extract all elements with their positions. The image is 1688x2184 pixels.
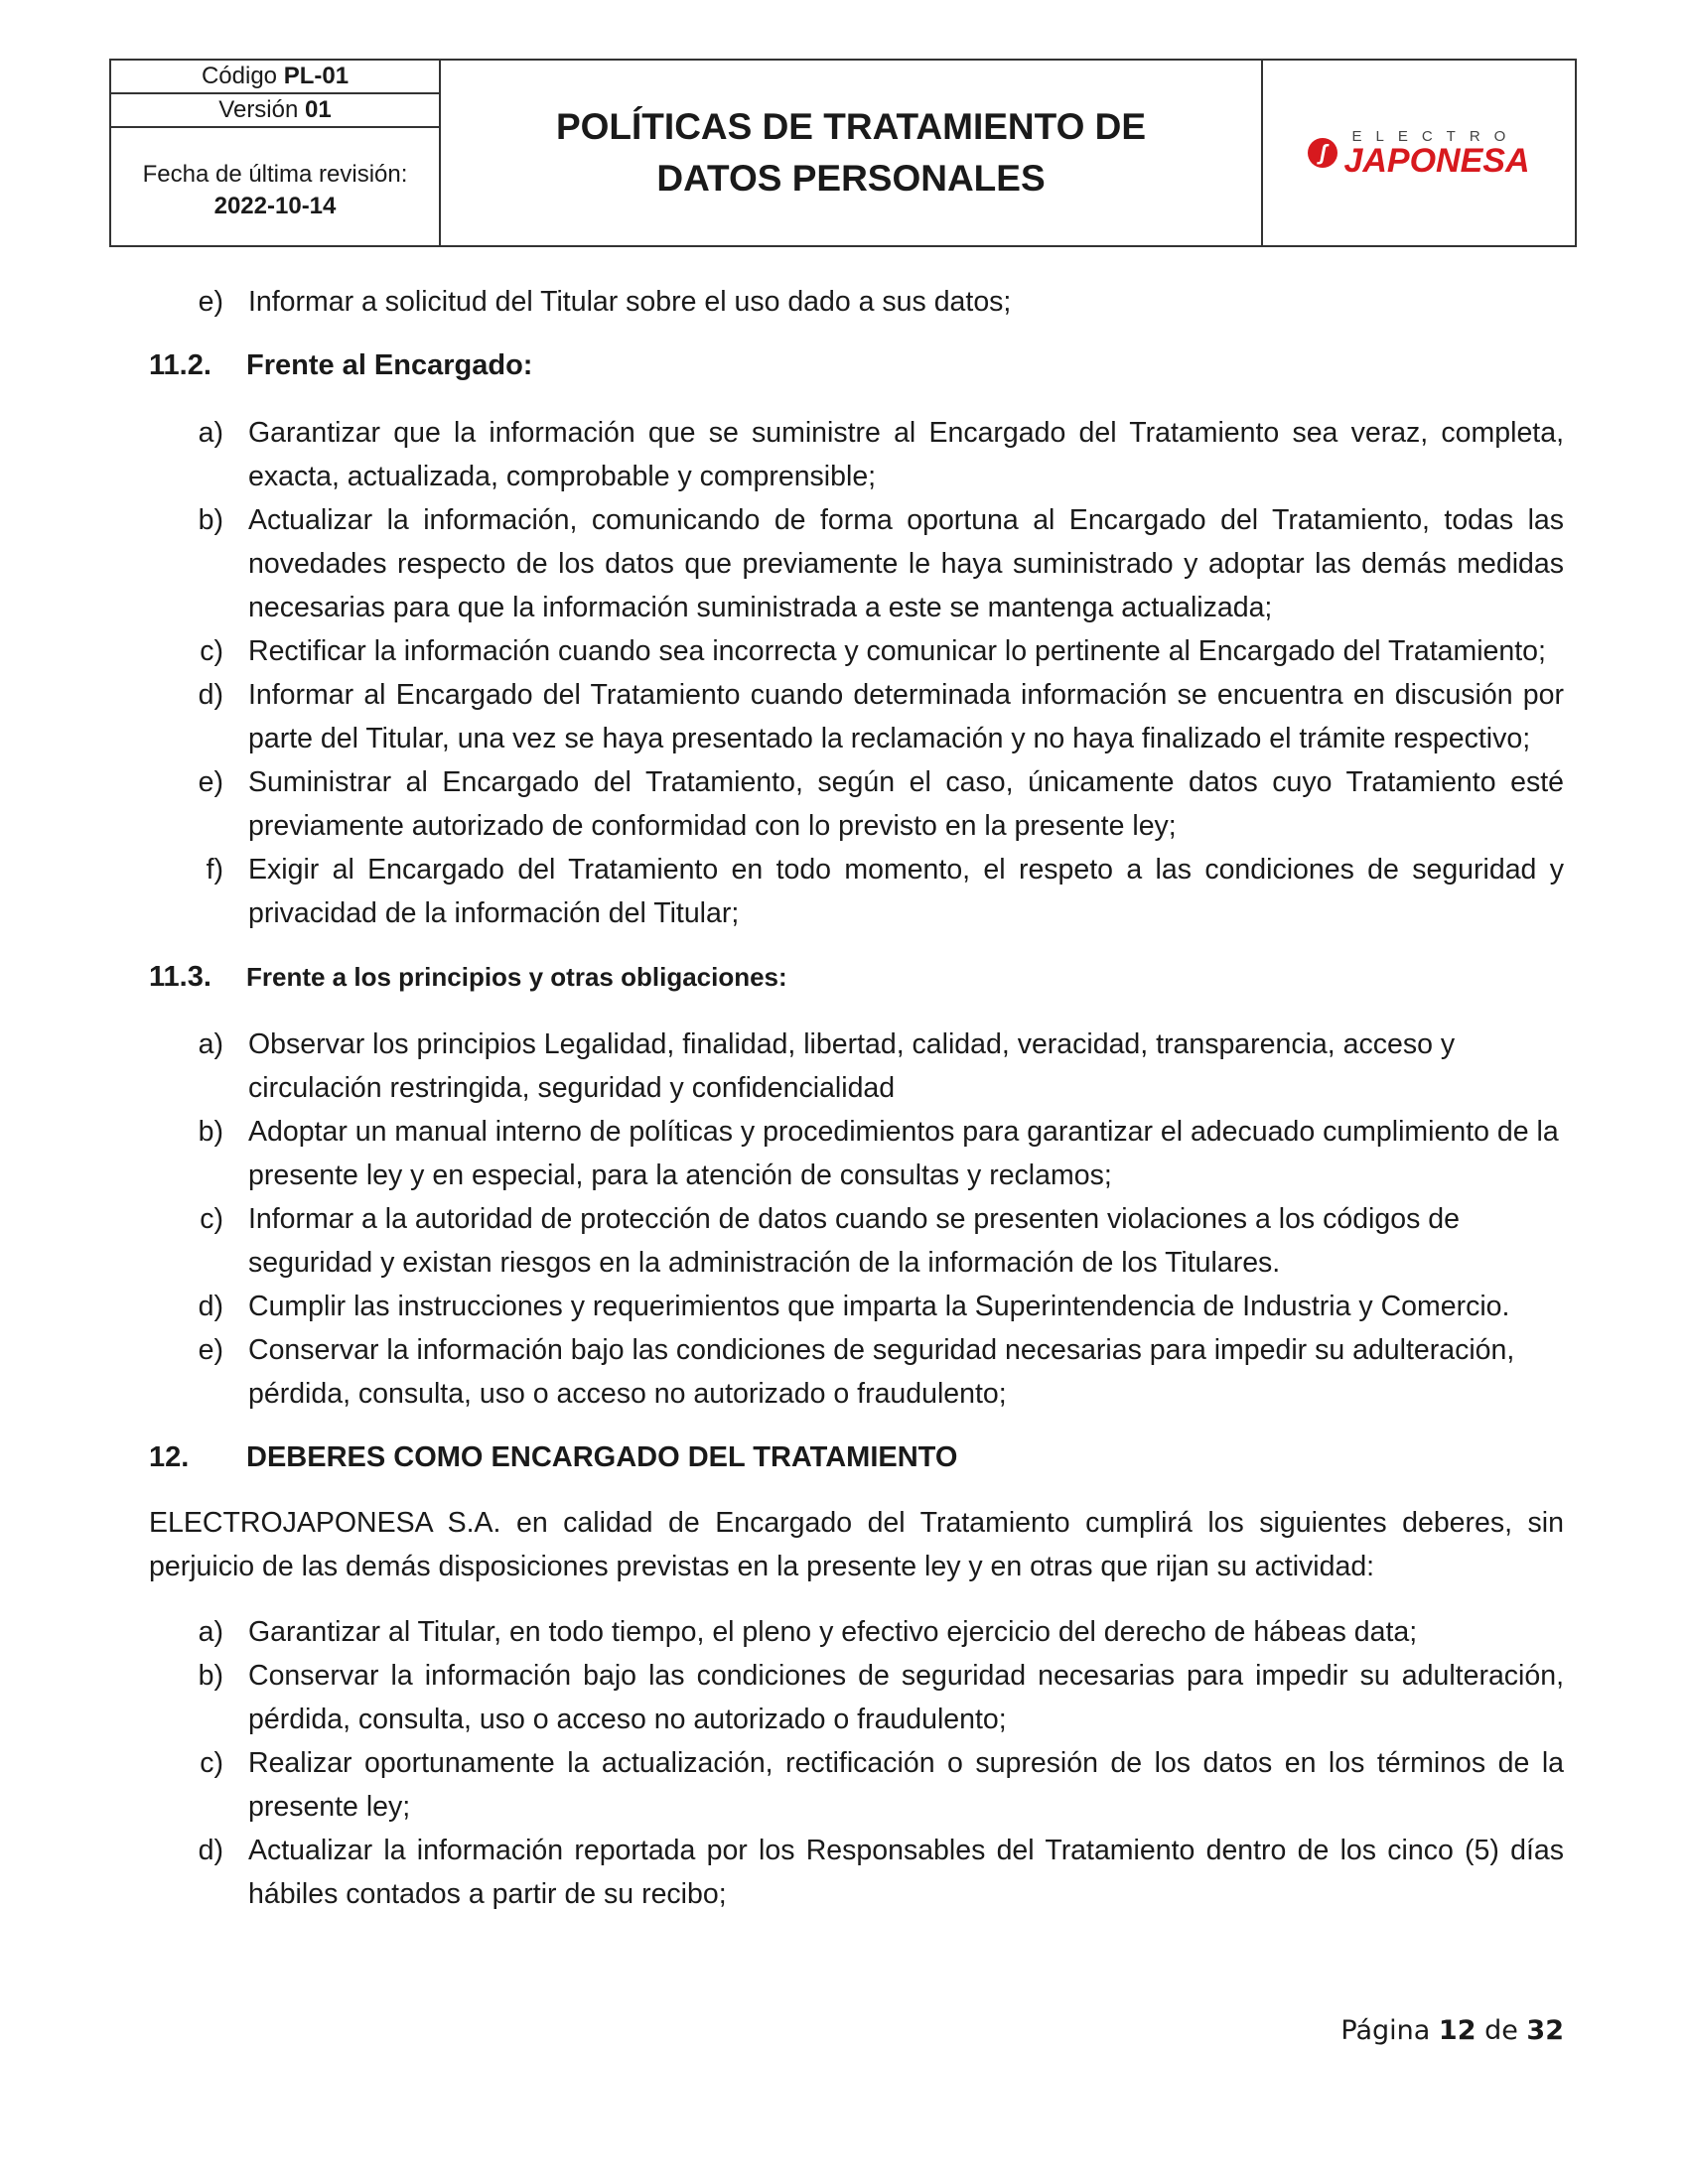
list-item <box>149 498 1564 629</box>
codigo-row <box>111 61 439 94</box>
total-pages: 32 <box>1526 2015 1564 2046</box>
list-item <box>149 760 1564 848</box>
list-item <box>149 848 1564 935</box>
item-text: Conservar la información bajo las condiciones de seguridad necesarias para impedir su adulteración, pérdida, consulta, uso o acceso no autorizado o fraudulento; <box>248 1334 1515 1410</box>
section-number: 11.3. <box>149 961 211 993</box>
section-title: Frente a los principios y otras obligaciones: <box>246 962 787 992</box>
list-item <box>149 673 1564 760</box>
version-label: Versión <box>218 96 299 123</box>
list-item <box>149 1023 1564 1110</box>
of-label: de <box>1484 2015 1518 2046</box>
section-11-2-list <box>149 411 1564 935</box>
item-text: Realizar oportunamente la actualización, rectificación o supresión de los datos en los términos de la presente ley; <box>248 1747 1564 1823</box>
header-logo-cell <box>1263 61 1575 245</box>
section-title: Frente al Encargado: <box>246 349 533 381</box>
section-heading-11-3 <box>149 955 1564 999</box>
section-title: DEBERES COMO ENCARGADO DEL TRATAMIENTO <box>246 1441 958 1473</box>
header-title-cell <box>441 61 1263 245</box>
item-marker: b) <box>198 1116 223 1148</box>
item-text: Exigir al Encargado del Tratamiento en todo momento, el respeto a las condiciones de seguridad y privacidad de la información del Titular; <box>248 854 1564 929</box>
item-text: Suministrar al Encargado del Tratamiento, según el caso, únicamente datos cuyo Tratamiento esté previamente autorizado de conformidad con lo previsto en la presente ley; <box>248 766 1564 842</box>
section-heading-12 <box>149 1435 1564 1479</box>
item-marker: a) <box>198 1028 223 1060</box>
logo-top-text: ELECTRO <box>1351 127 1520 145</box>
item-marker: d) <box>198 679 223 711</box>
item-marker: c) <box>200 1203 223 1235</box>
item-text: Rectificar la información cuando sea incorrecta y comunicar lo pertinente al Encargado del Tratamiento; <box>248 635 1546 667</box>
list-item <box>149 1285 1564 1328</box>
list-item <box>149 1829 1564 1916</box>
item-marker: e) <box>198 286 223 318</box>
fecha-row <box>111 128 439 245</box>
item-text: Actualizar la información reportada por los Responsables del Tratamiento dentro de los cinco (5) días hábiles contados a partir de su recibo; <box>248 1835 1564 1910</box>
item-marker: d) <box>198 1835 223 1866</box>
item-marker: b) <box>198 504 223 536</box>
version-row <box>111 94 439 128</box>
logo-mark-icon: ʃ <box>1308 138 1337 168</box>
list-item <box>149 1610 1564 1654</box>
version-value: 01 <box>305 96 332 123</box>
logo-main-text: JAPONESA <box>1343 141 1530 180</box>
item-text: Cumplir las instrucciones y requerimientos que imparta la Superintendencia de Industria y Comercio. <box>248 1291 1510 1322</box>
item-marker: a) <box>198 417 223 449</box>
document-body <box>149 280 1564 1916</box>
item-text: Observar los principios Legalidad, finalidad, libertad, calidad, veracidad, transparencia, acceso y circulación restringida, seguridad y confidencialidad <box>248 1028 1456 1104</box>
item-marker: b) <box>198 1660 223 1692</box>
header-meta <box>111 61 441 245</box>
fecha-label: Fecha de última revisión: <box>142 161 408 188</box>
item-marker: e) <box>198 1334 223 1366</box>
list-item <box>149 280 1564 324</box>
section-number: 12. <box>149 1441 190 1473</box>
codigo-value: PL-01 <box>283 63 350 89</box>
list-item <box>149 411 1564 498</box>
item-marker: c) <box>200 635 223 667</box>
section-11-3-list <box>149 1023 1564 1416</box>
item-text: Actualizar la información, comunicando de forma oportuna al Encargado del Tratamiento, todas las novedades respecto de los datos que previamente le haya suministrado y adoptar las demás medidas necesarias para que la información suministrada a este se mantenga actualizada; <box>248 504 1564 623</box>
item-marker: e) <box>198 766 223 798</box>
fecha-value: 2022-10-14 <box>213 193 337 219</box>
list-item <box>149 1110 1564 1197</box>
section-12-intro: ELECTROJAPONESA S.A. en calidad de Encargado del Tratamiento cumplirá los siguientes deberes, sin perjuicio de las demás disposiciones previstas en la presente ley y en otras que rijan su actividad: <box>149 1507 1564 1582</box>
item-text: Garantizar al Titular, en todo tiempo, el pleno y efectivo ejercicio del derecho de hábeas data; <box>248 1616 1418 1648</box>
item-marker: a) <box>198 1616 223 1648</box>
codigo-label: Código <box>201 63 278 89</box>
page-number: 12 <box>1438 2015 1477 2046</box>
list-item <box>149 1197 1564 1285</box>
item-text: Informar a solicitud del Titular sobre el uso dado a sus datos; <box>248 286 1012 318</box>
list-item <box>149 1328 1564 1416</box>
item-text: Conservar la información bajo las condiciones de seguridad necesarias para impedir su adulteración, pérdida, consulta, uso o acceso no autorizado o fraudulento; <box>248 1660 1564 1735</box>
item-marker: f) <box>206 854 223 886</box>
list-item <box>149 629 1564 673</box>
company-logo <box>1308 129 1529 178</box>
page-label: Página <box>1340 2015 1431 2046</box>
document-title: POLÍTICAS DE TRATAMIENTO DE DATOS PERSONALES <box>555 106 1147 199</box>
list-item <box>149 1741 1564 1829</box>
item-marker: d) <box>198 1291 223 1322</box>
list-item <box>149 1654 1564 1741</box>
document-header <box>109 59 1577 247</box>
section-heading-11-2 <box>149 343 1564 387</box>
item-text: Informar al Encargado del Tratamiento cuando determinada información se encuentra en discusión por parte del Titular, una vez se haya presentado la reclamación y no haya finalizado el trámite respectivo; <box>248 679 1564 754</box>
item-text: Adoptar un manual interno de políticas y procedimientos para garantizar el adecuado cumplimiento de la presente ley y en especial, para la atención de consultas y reclamos; <box>248 1116 1559 1191</box>
item-marker: c) <box>200 1747 223 1779</box>
section-number: 11.2. <box>149 349 211 381</box>
item-text: Informar a la autoridad de protección de datos cuando se presenten violaciones a los códigos de seguridad y existan riesgos en la administración de la información de los Titulares. <box>248 1203 1460 1279</box>
section-12-list <box>149 1610 1564 1916</box>
item-text: Garantizar que la información que se suministre al Encargado del Tratamiento sea veraz, completa, exacta, actualizada, comprobable y comprensible; <box>248 417 1564 492</box>
page-footer <box>1340 2015 1564 2046</box>
